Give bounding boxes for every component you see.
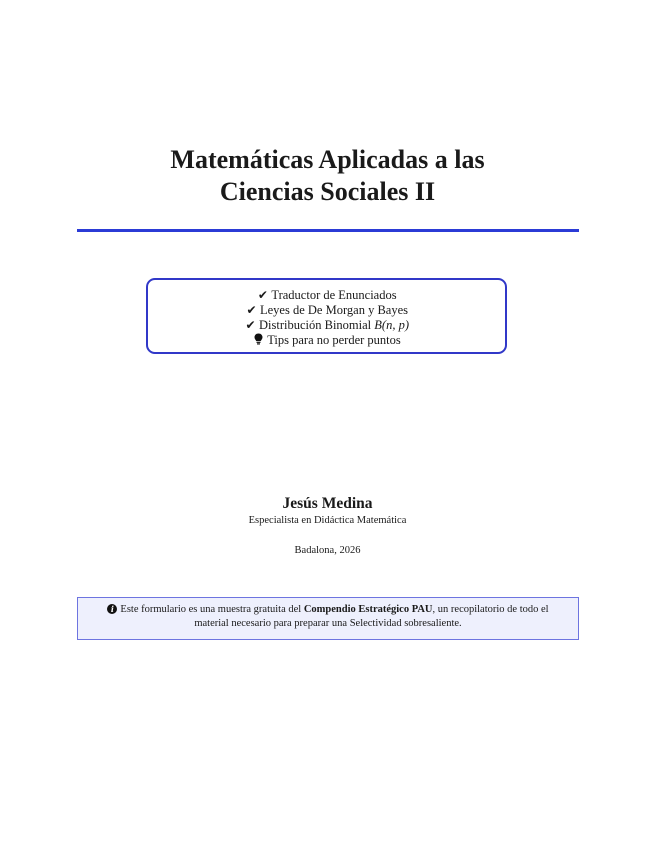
notice-box bbox=[77, 597, 579, 640]
notice-text-before: Este formulario es una muestra gratuita del bbox=[120, 604, 304, 615]
check-icon: ✔ bbox=[246, 303, 257, 317]
feature-label: Leyes de De Morgan y Bayes bbox=[260, 303, 408, 317]
check-icon: ✔ bbox=[257, 288, 268, 302]
place-date: Badalona, 2026 bbox=[294, 545, 361, 556]
feature-item bbox=[148, 303, 505, 318]
feature-item bbox=[148, 318, 505, 333]
title-divider bbox=[77, 229, 579, 232]
info-icon: i bbox=[107, 604, 117, 614]
feature-item bbox=[148, 288, 505, 303]
title-line-1: Matemáticas Aplicadas a las bbox=[170, 145, 485, 174]
features-box bbox=[146, 278, 507, 354]
document-title bbox=[0, 144, 655, 208]
feature-item bbox=[148, 333, 505, 348]
title-line-2: Ciencias Sociales II bbox=[219, 177, 436, 206]
check-icon: ✔ bbox=[245, 318, 256, 332]
notice-bold-text: Compendio Estratégico PAU bbox=[303, 604, 433, 615]
notice-text-after: , un recopilatorio de todo el material necesario para preparar una Selectividad sobresaliente. bbox=[194, 604, 549, 629]
feature-label: Tips para no perder puntos bbox=[267, 333, 401, 347]
author-name: Jesús Medina bbox=[282, 495, 373, 512]
lightbulb-icon bbox=[252, 333, 265, 348]
feature-label: Distribución Binomial bbox=[259, 318, 375, 332]
feature-math: B(n, p) bbox=[374, 318, 409, 332]
feature-label: Traductor de Enunciados bbox=[271, 288, 397, 302]
author-role: Especialista en Didáctica Matemática bbox=[248, 515, 407, 526]
